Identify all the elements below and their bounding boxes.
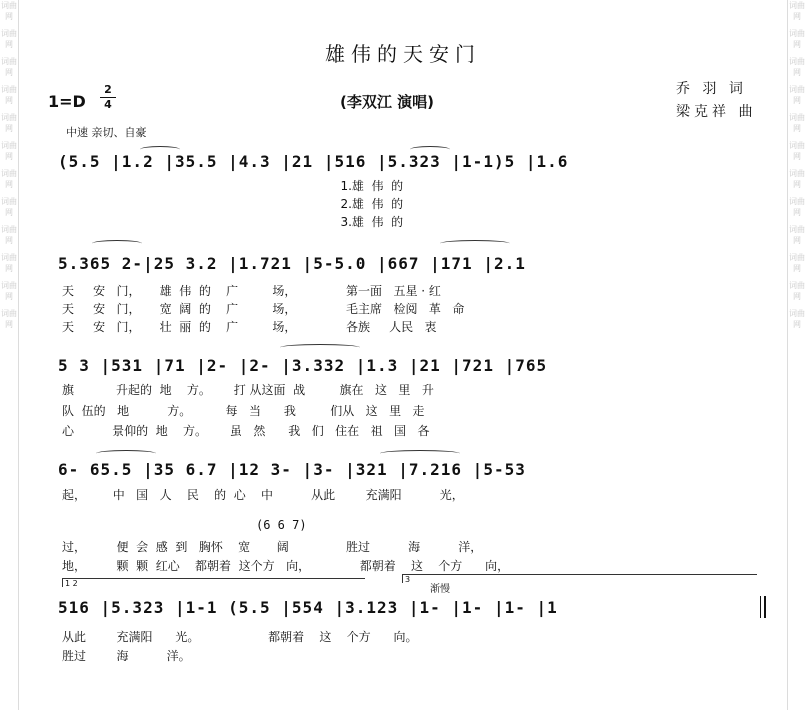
lyric-row-1-verse-1: 1.雄 伟 的 bbox=[62, 179, 404, 193]
key-signature: 1=D bbox=[48, 92, 86, 111]
slur bbox=[92, 240, 142, 247]
final-barline bbox=[760, 596, 766, 618]
volta-3 bbox=[402, 574, 757, 583]
lyric-row-3-verse-2: 队 伍的 地 方。 每 当 我 们从 这 里 走 bbox=[62, 404, 425, 418]
left-margin-line bbox=[18, 0, 19, 710]
lyric-row-6-verse-2: 胜过 海 洋。 bbox=[62, 649, 191, 663]
ritardando-marking: 渐慢 bbox=[430, 584, 450, 595]
lyric-row-5-verse-2: 地， 颗 颗 红心 都朝着 这个方 向， 都朝着 这 个方 向， bbox=[62, 559, 510, 573]
lyric-row-2-verse-3: 天 安 门， 壮 丽 的 广 场， 各族 人民 衷 bbox=[62, 320, 437, 334]
lyric-row-2-verse-1: 天 安 门， 雄 伟 的 广 场， 第一面 五星 · 红 bbox=[62, 284, 441, 298]
song-title: 雄伟的天安门 bbox=[325, 42, 481, 66]
slur bbox=[96, 450, 156, 457]
notation-row-1: (5.5 |1.2 |35.5 |4.3 |21 |516 |5.323 |1-1)5 |1.6 bbox=[58, 152, 569, 171]
lyricist-credit: 乔 羽 词 bbox=[676, 81, 747, 97]
time-signature bbox=[100, 84, 116, 111]
notation-row-3: 5 3 |531 |71 |2- |2- |3.332 |1.3 |21 |721 |765 bbox=[58, 356, 548, 375]
volta-1-2-label: 1 2 bbox=[65, 579, 78, 588]
tempo-marking: 中速 亲切、自豪 bbox=[66, 126, 147, 139]
lyric-row-1-verse-2: 2.雄 伟 的 bbox=[62, 197, 404, 211]
time-signature-top: 2 bbox=[104, 83, 112, 96]
slur bbox=[440, 240, 510, 247]
left-watermark-column: 词曲网 词曲网 词曲网 词曲网 词曲网 词曲网 词曲网 词曲网 词曲网 词曲网 词曲网 词曲网 bbox=[1, 1, 17, 329]
volta-3-label: 3 bbox=[405, 575, 411, 584]
singer-credit: (李双江 演唱) bbox=[340, 93, 434, 111]
lyric-row-6-verse-1: 从此 充满阳 光。 都朝着 这 个方 向。 bbox=[62, 630, 418, 644]
lyric-row-3-verse-1: 旗 升起的 地 方。 打 从这面 战 旗在 这 里 升 bbox=[62, 383, 434, 397]
lyric-row-3-verse-3: 心 景仰的 地 方。 虽 然 我 们 住在 祖 国 各 bbox=[62, 424, 430, 438]
volta-1-2 bbox=[62, 578, 365, 587]
lyric-row-5-verse-1: 过， 便 会 感 到 胸怀 宽 阔 胜过 海 洋， bbox=[62, 540, 483, 554]
slur bbox=[280, 344, 360, 351]
notation-row-2: 5.365 2-|25 3.2 |1.721 |5-5.0 |667 |171 |2.1 bbox=[58, 254, 526, 273]
small-notes: (6 6 7) bbox=[256, 518, 307, 532]
right-watermark-column: 词曲网 词曲网 词曲网 词曲网 词曲网 词曲网 词曲网 词曲网 词曲网 词曲网 词曲网 词曲网 bbox=[789, 1, 805, 329]
composer-credit: 梁克祥 曲 bbox=[676, 104, 757, 120]
lyric-row-2-verse-2: 天 安 门， 宽 阔 的 广 场， 毛主席 检阅 革 命 bbox=[62, 302, 465, 316]
notation-row-4: 6- 65.5 |35 6.7 |12 3- |3- |321 |7.216 |5-53 bbox=[58, 460, 526, 479]
slur bbox=[380, 450, 460, 457]
time-signature-bottom: 4 bbox=[104, 98, 112, 111]
lyric-row-1-verse-3: 3.雄 伟 的 bbox=[62, 215, 404, 229]
notation-row-6: 516 |5.323 |1-1 (5.5 |554 |3.123 |1- |1- |1- |1 bbox=[58, 598, 558, 617]
lyric-row-4: 起， 中 国 人 民 的 心 中 从此 充满阳 光， bbox=[62, 488, 464, 502]
